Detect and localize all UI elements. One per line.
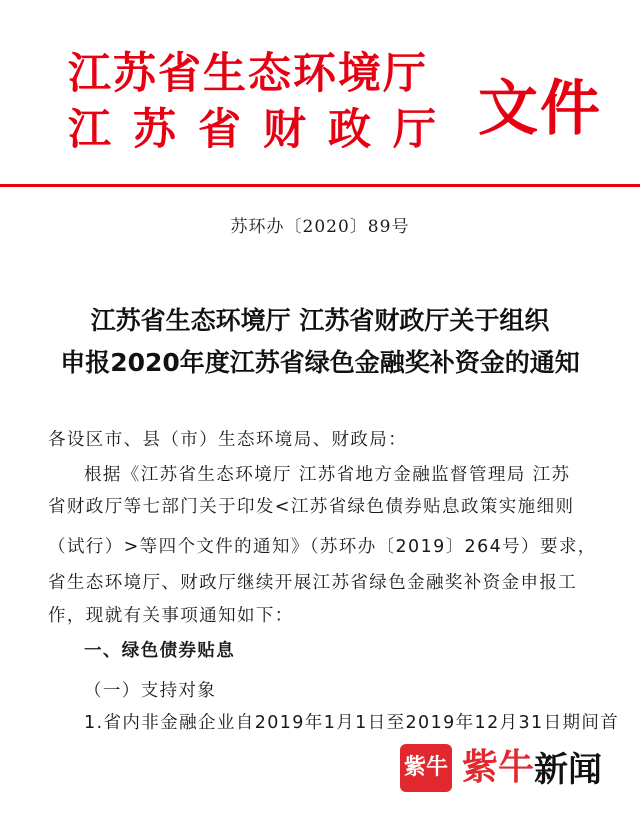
issuer-line-environment: 江苏省生态环境厅 [68,49,428,99]
paragraph-line: （试行）>等四个文件的通知》（苏环办〔2019〕264号）要求， [48,537,597,557]
paragraph-line: 根据《江苏省生态环境厅 江苏省地方金融监督管理局 江苏 [84,465,571,485]
paragraph-line: 省财政厅等七部门关于印发<江苏省绿色债券贴息政策实施细则 [48,497,575,517]
header-divider [0,184,640,187]
section-heading: 一、绿色债券贴息 [84,641,236,661]
list-item: 1.省内非金融企业自2019年1月1日至2019年12月31日期间首 [84,713,620,733]
ziniu-logo-icon: 紫牛 [400,744,452,792]
paragraph-line: 省生态环境厅、财政厅继续开展江苏省绿色金融奖补资金申报工 [48,573,578,593]
addressee: 各设区市、县（市）生态环境局、财政局： [48,430,408,450]
watermark-brand-b: 新闻 [534,750,602,790]
watermark [400,740,640,800]
issuer-line-finance: 江苏省财政厅 [68,105,458,155]
paragraph-line: 作，现就有关事项通知如下： [48,606,294,626]
document-header [68,44,602,164]
watermark-brand-a: 紫牛 [462,747,535,788]
subsection-heading: （一）支持对象 [84,681,217,701]
title-line-2: 申报2020年度江苏省绿色金融奖补资金的通知 [60,348,580,377]
title-line-1: 江苏省生态环境厅 江苏省财政厅关于组织 [90,306,550,335]
document-number: 苏环办〔2020〕89号 [230,217,410,237]
document-word: 文件 [478,74,602,144]
